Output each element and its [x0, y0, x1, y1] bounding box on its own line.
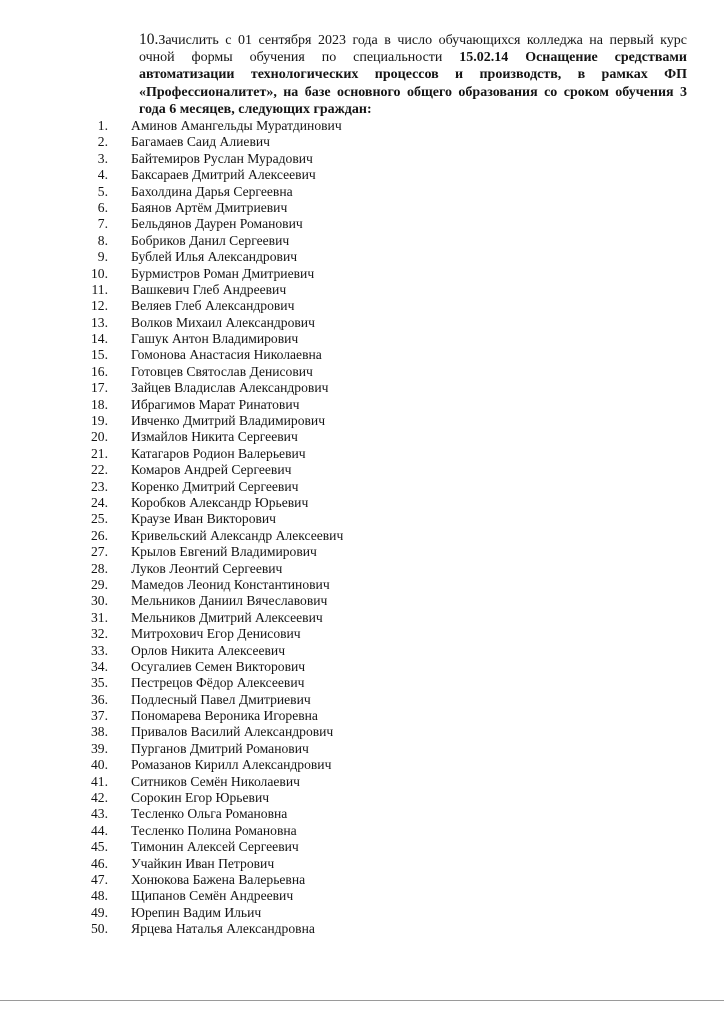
list-item-number: 17.: [91, 380, 108, 396]
student-name: Багамаев Саид Алиевич: [131, 134, 270, 150]
student-name: Тесленко Полина Романовна: [131, 822, 297, 838]
list-item: [0, 610, 724, 626]
student-name: Учайкин Иван Петрович: [131, 855, 275, 871]
student-name: Байтемиров Руслан Мурадович: [131, 150, 313, 166]
student-name: Коренко Дмитрий Сергеевич: [131, 478, 299, 494]
list-item-number: 22.: [91, 462, 108, 478]
list-item: [0, 905, 724, 921]
list-item: [0, 331, 724, 347]
page-bottom-rule: [0, 1000, 724, 1001]
list-item-number: 27.: [91, 544, 108, 560]
list-item: [0, 200, 724, 216]
student-name: Ибрагимов Марат Ринатович: [131, 396, 300, 412]
list-item: [0, 511, 724, 527]
list-item: [0, 544, 724, 560]
list-item: [0, 429, 724, 445]
student-name: Зайцев Владислав Александрович: [131, 380, 329, 396]
student-name: Волков Михаил Александрович: [131, 314, 315, 330]
student-name: Гомонова Анастасия Николаевна: [131, 347, 322, 363]
list-item: [0, 774, 724, 790]
student-name: Кривельский Александр Алексеевич: [131, 527, 344, 543]
student-name: Луков Леонтий Сергеевич: [131, 560, 283, 576]
student-name: Пурганов Дмитрий Романович: [131, 740, 309, 756]
list-item-number: 4.: [97, 167, 108, 183]
list-item-number: 20.: [91, 429, 108, 445]
student-name: Орлов Никита Алексеевич: [131, 642, 286, 658]
list-item: [0, 216, 724, 232]
list-item-number: 14.: [91, 331, 108, 347]
list-item: [0, 823, 724, 839]
student-name: Подлесный Павел Дмитриевич: [131, 691, 311, 707]
list-item: [0, 266, 724, 282]
list-item: [0, 806, 724, 822]
list-item: [0, 708, 724, 724]
list-item: [0, 479, 724, 495]
student-name: Аминов Амангельды Муратдинович: [131, 118, 342, 133]
list-item-number: 1.: [97, 118, 108, 133]
student-name: Бублей Илья Александрович: [131, 249, 298, 265]
list-item-number: 46.: [91, 855, 108, 871]
list-item: [0, 757, 724, 773]
list-item-number: 43.: [91, 806, 108, 822]
student-name: Привалов Василий Александрович: [131, 724, 334, 740]
list-item-number: 2.: [97, 134, 108, 150]
list-item-number: 48.: [91, 888, 108, 904]
list-item: [0, 380, 724, 396]
student-name: Хонюкова Бажена Валерьевна: [131, 871, 306, 887]
list-item: [0, 118, 724, 134]
student-name: Ромазанов Кирилл Александрович: [131, 757, 332, 773]
list-item: [0, 446, 724, 462]
list-item: [0, 315, 724, 331]
student-name: Мамедов Леонид Константинович: [131, 576, 330, 592]
student-name: Бобриков Данил Сергеевич: [131, 232, 290, 248]
student-name: Вашкевич Глеб Андреевич: [131, 281, 287, 297]
list-item-number: 34.: [91, 658, 108, 674]
list-item: [0, 626, 724, 642]
list-item-number: 40.: [91, 757, 108, 773]
student-name: Комаров Андрей Сергеевич: [131, 462, 292, 478]
clause-specialty-text: 15.02.14 Оснащение средствами автоматизации технологических процессов и производств, в рамках ФП «Профессионалитет», на базе основного общего образования со сроком обучения 3 года 6 месяцев, следующих граждан:: [139, 50, 687, 117]
list-item: [0, 741, 724, 757]
student-list: [0, 118, 724, 938]
list-item-number: 25.: [91, 511, 108, 527]
list-item: [0, 151, 724, 167]
list-item-number: 19.: [91, 413, 108, 429]
list-item-number: 29.: [91, 576, 108, 592]
list-item: [0, 839, 724, 855]
list-item-number: 37.: [91, 708, 108, 724]
student-name: Бахолдина Дарья Сергеевна: [131, 183, 293, 199]
list-item-number: 36.: [91, 691, 108, 707]
list-item-number: 26.: [91, 527, 108, 543]
list-item-number: 41.: [91, 773, 108, 789]
list-item-number: 8.: [97, 232, 108, 248]
list-item-number: 33.: [91, 642, 108, 658]
list-item: [0, 134, 724, 150]
student-name: Тесленко Ольга Романовна: [131, 806, 288, 822]
list-item: [0, 872, 724, 888]
student-name: Бурмистров Роман Дмитриевич: [131, 265, 315, 281]
list-item: [0, 184, 724, 200]
list-item-number: 47.: [91, 871, 108, 887]
list-item: [0, 282, 724, 298]
list-item: [0, 856, 724, 872]
student-name: Мельников Дмитрий Алексеевич: [131, 609, 323, 625]
list-item-number: 21.: [91, 445, 108, 461]
student-name: Баксараев Дмитрий Алексеевич: [131, 167, 316, 183]
list-item: [0, 462, 724, 478]
list-item: [0, 249, 724, 265]
student-name: Осугалиев Семен Викторович: [131, 658, 306, 674]
list-item-number: 30.: [91, 593, 108, 609]
student-name: Бельдянов Даурен Романович: [131, 216, 303, 232]
list-item: [0, 347, 724, 363]
list-item: [0, 593, 724, 609]
list-item: [0, 692, 724, 708]
list-item-number: 44.: [91, 822, 108, 838]
student-name: Ситников Семён Николаевич: [131, 773, 300, 789]
student-name: Пономарева Вероника Игоревна: [131, 708, 318, 724]
student-name: Ивченко Дмитрий Владимирович: [131, 413, 326, 429]
list-item: [0, 167, 724, 183]
list-item-number: 42.: [91, 790, 108, 806]
list-item-number: 39.: [91, 740, 108, 756]
student-name: Ярцева Наталья Александровна: [131, 921, 315, 937]
list-item: [0, 298, 724, 314]
list-item-number: 12.: [91, 298, 108, 314]
list-item: [0, 561, 724, 577]
list-item-number: 16.: [91, 363, 108, 379]
list-item: [0, 888, 724, 904]
list-item-number: 24.: [91, 494, 108, 510]
list-item-number: 9.: [97, 249, 108, 265]
list-item: [0, 659, 724, 675]
list-item: [0, 413, 724, 429]
student-name: Баянов Артём Дмитриевич: [131, 199, 288, 215]
list-item-number: 50.: [91, 921, 108, 937]
student-name: Щипанов Семён Андреевич: [131, 888, 294, 904]
list-item-number: 3.: [97, 150, 108, 166]
list-item-number: 11.: [91, 281, 108, 297]
list-item: [0, 397, 724, 413]
list-item: [0, 364, 724, 380]
student-name: Готовцев Святослав Денисович: [131, 363, 313, 379]
list-item: [0, 643, 724, 659]
student-name: Мельников Даниил Вячеславович: [131, 593, 328, 609]
list-item-number: 32.: [91, 626, 108, 642]
list-item-number: 45.: [91, 839, 108, 855]
list-item-number: 5.: [97, 183, 108, 199]
student-name: Гашук Антон Владимирович: [131, 331, 299, 347]
list-item-number: 13.: [91, 314, 108, 330]
list-item-number: 23.: [91, 478, 108, 494]
list-item-number: 15.: [91, 347, 108, 363]
list-item: [0, 921, 724, 937]
list-item-number: 31.: [91, 609, 108, 625]
student-name: Митрохович Егор Денисович: [131, 626, 301, 642]
student-name: Коробков Александр Юрьевич: [131, 494, 309, 510]
list-item: [0, 495, 724, 511]
student-name: Измайлов Никита Сергеевич: [131, 429, 298, 445]
clause-text: Зачислить с 01 сентября 2023 года в число обучающихся колледжа на первый курс очной формы обучения по специальности: [139, 33, 687, 66]
list-item: [0, 790, 724, 806]
student-name: Веляев Глеб Александрович: [131, 298, 295, 314]
list-item-number: 38.: [91, 724, 108, 740]
student-name: Тимонин Алексей Сергеевич: [131, 839, 299, 855]
list-item-number: 28.: [91, 560, 108, 576]
student-name: Катагаров Родион Валерьевич: [131, 445, 306, 461]
student-name: Пестрецов Фёдор Алексеевич: [131, 675, 305, 691]
list-item-number: 7.: [97, 216, 108, 232]
student-name: Крылов Евгений Владимирович: [131, 544, 317, 560]
student-name: Юрепин Вадим Ильич: [131, 904, 262, 920]
list-item-number: 35.: [91, 675, 108, 691]
list-item-number: 49.: [91, 904, 108, 920]
student-name: Сорокин Егор Юрьевич: [131, 790, 270, 806]
list-item-number: 10.: [91, 265, 108, 281]
list-item: [0, 577, 724, 593]
list-item-number: 18.: [91, 396, 108, 412]
list-item: [0, 675, 724, 691]
list-item: [0, 724, 724, 740]
student-name: Краузе Иван Викторович: [131, 511, 277, 527]
list-item-number: 6.: [97, 199, 108, 215]
enrollment-clause: [139, 31, 687, 118]
list-item: [0, 528, 724, 544]
list-item: [0, 233, 724, 249]
clause-number: 10.: [139, 31, 159, 48]
